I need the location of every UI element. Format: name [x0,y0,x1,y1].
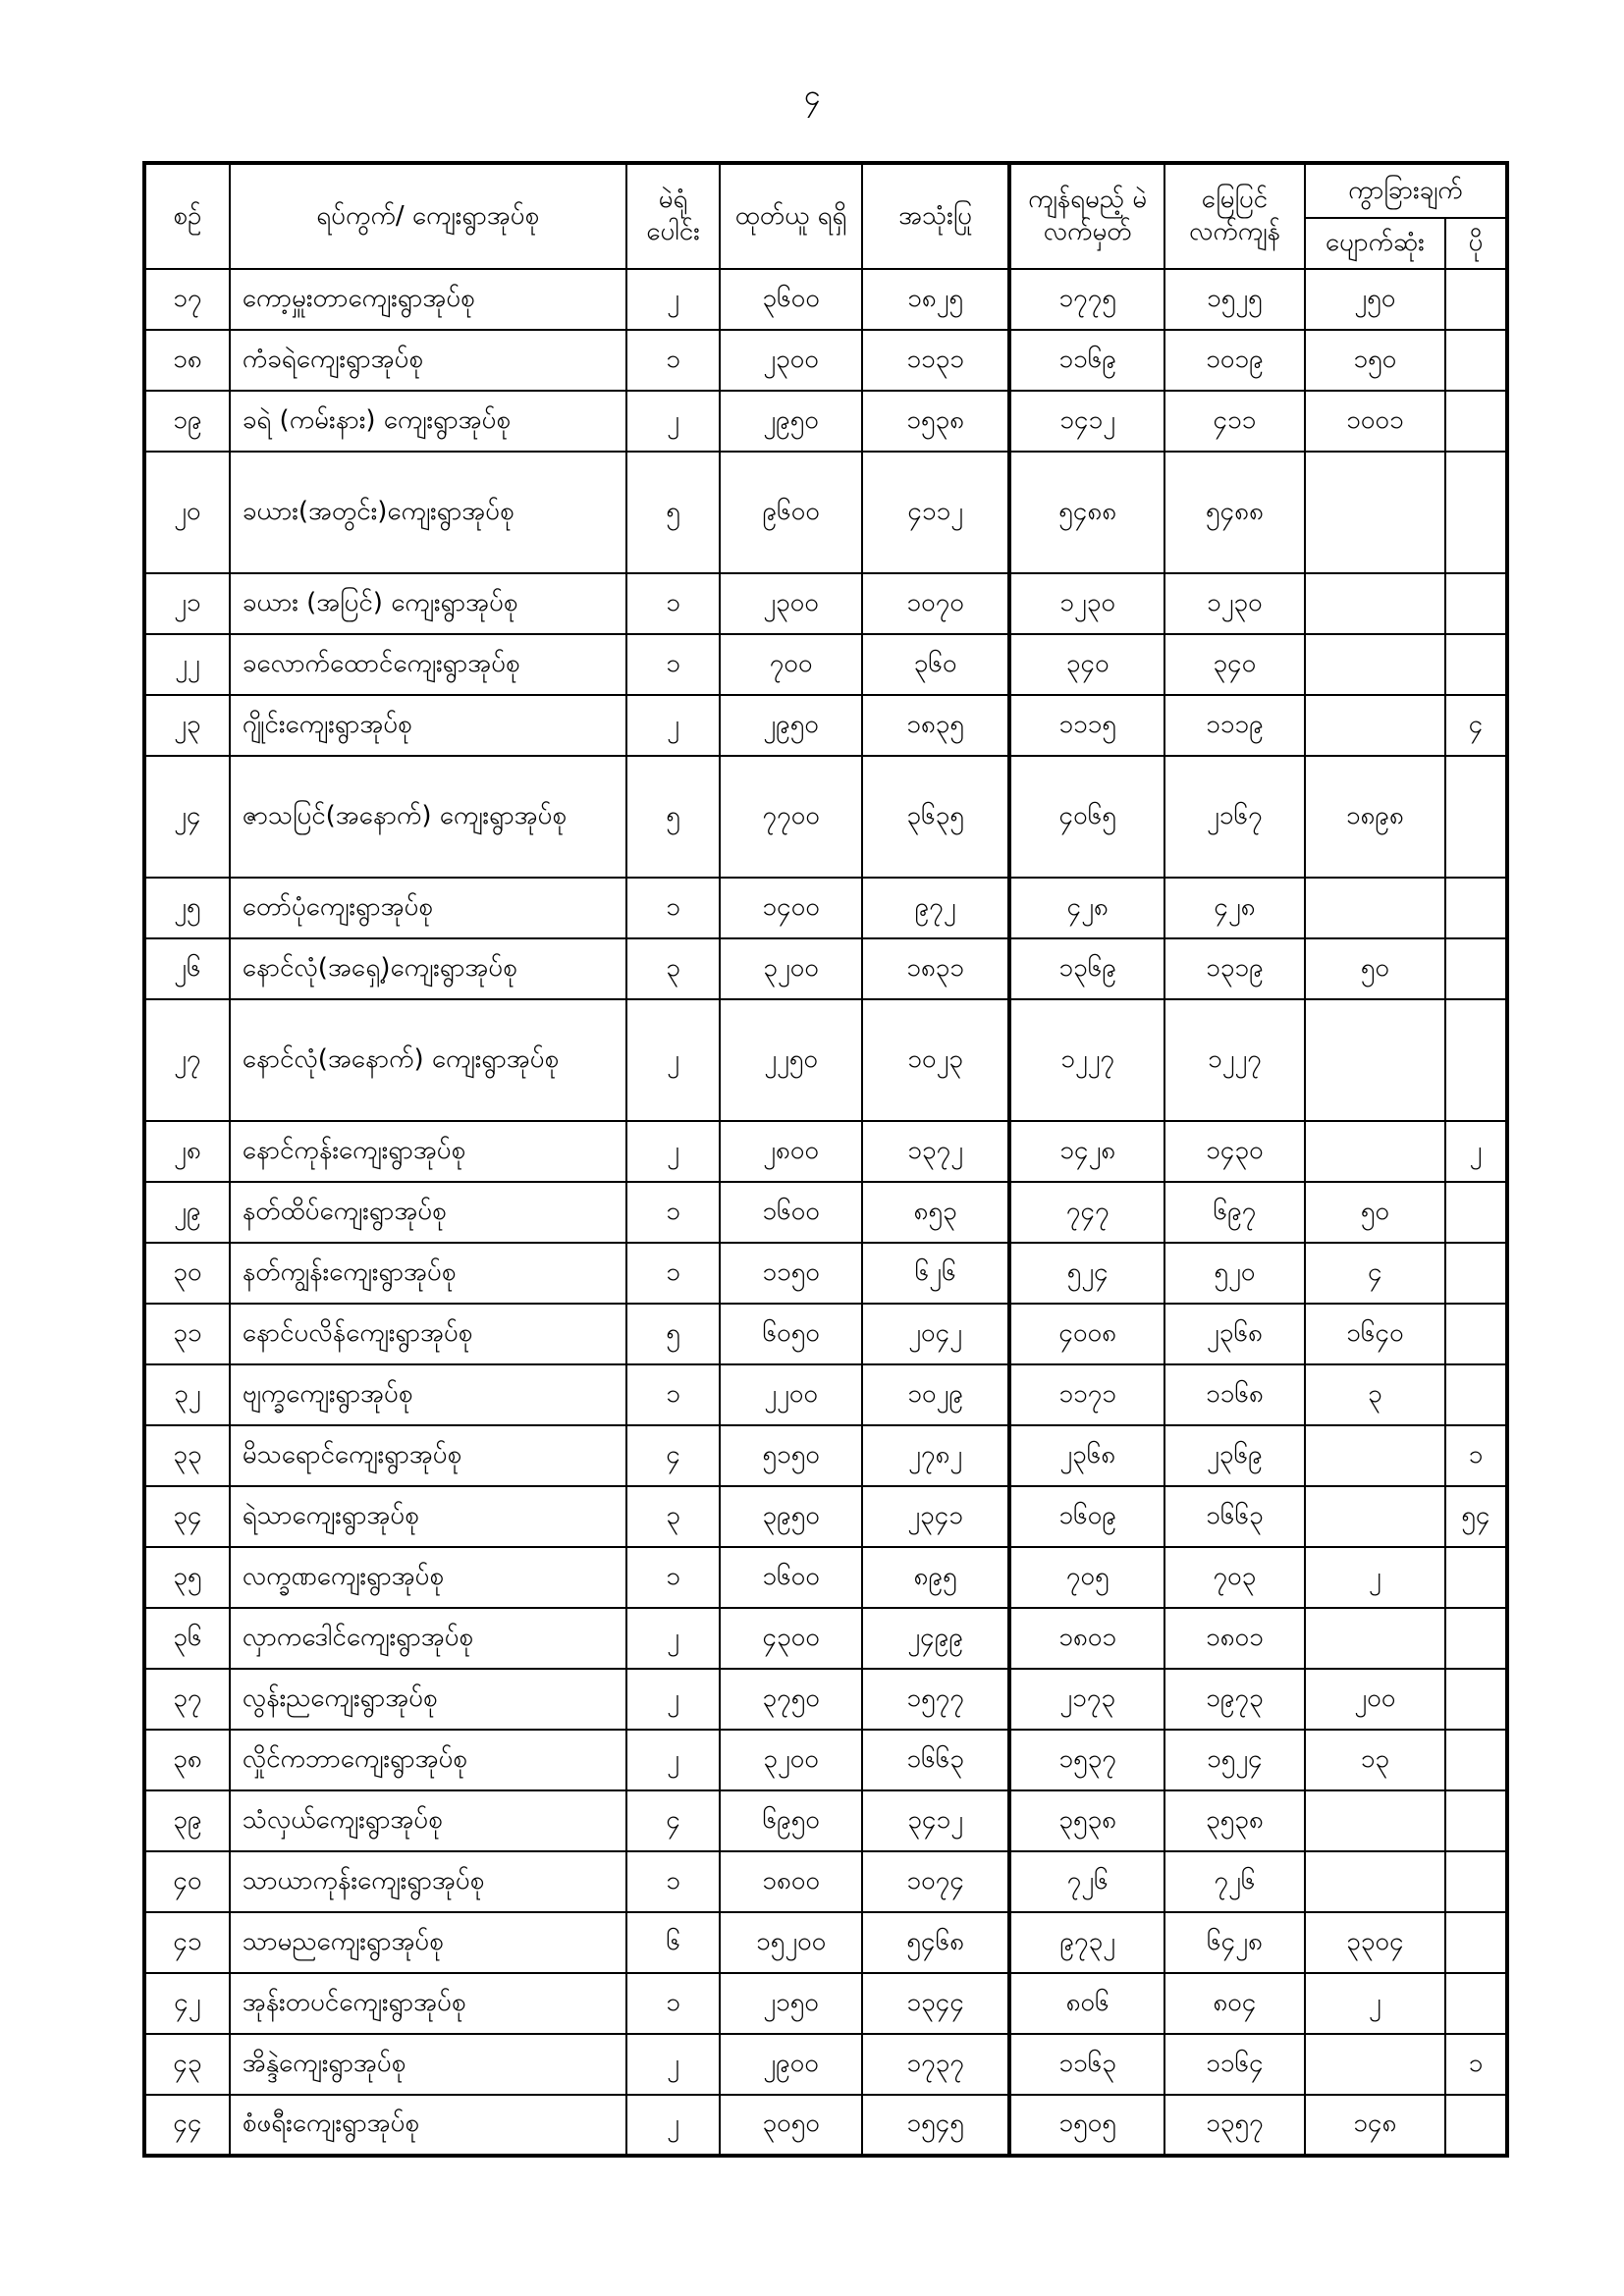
cell-row-number: ၃၈ [144,1730,230,1790]
cell-received: ၁၅၂၀၀ [720,1912,861,1973]
cell-received: ၇၇၀၀ [720,756,861,878]
table-row [144,878,1507,938]
cell-lost [1305,1608,1445,1669]
cell-extra [1445,1912,1507,1973]
cell-on-ground-remaining: ၄၂၈ [1164,878,1305,938]
cell-row-number: ၃၆ [144,1608,230,1669]
cell-lost: ၅၀ [1305,1182,1445,1243]
cell-used: ၁၅၇၇ [862,1669,1010,1730]
cell-row-number: ၃၃ [144,1425,230,1486]
cell-lost [1305,573,1445,634]
cell-used: ၅၄၆၈ [862,1912,1010,1973]
header-no: စဉ် [144,163,230,269]
cell-row-number: ၃၀ [144,1243,230,1304]
cell-polling-stations: ၂ [626,391,721,452]
cell-village-tract-name: လက္ခဏကျေးရွာအုပ်စု [230,1547,626,1608]
table-row [144,1730,1507,1790]
table-row [144,1973,1507,2034]
table-row [144,634,1507,695]
table-row [144,1425,1507,1486]
cell-row-number: ၄၄ [144,2095,230,2156]
cell-extra [1445,452,1507,573]
cell-on-ground-remaining: ၁၆၆၃ [1164,1486,1305,1547]
header-used: အသုံးပြု [862,163,1010,269]
cell-used: ၂၇၈၂ [862,1425,1010,1486]
cell-row-number: ၂၃ [144,695,230,756]
table-row [144,1364,1507,1425]
table-row [144,1486,1507,1547]
cell-polling-stations: ၂ [626,1121,721,1182]
cell-row-number: ၂၁ [144,573,230,634]
cell-lost: ၃၃၀၄ [1305,1912,1445,1973]
table-row [144,1121,1507,1182]
cell-polling-stations: ၅ [626,452,721,573]
cell-received: ၉၆၀၀ [720,452,861,573]
cell-extra [1445,1669,1507,1730]
cell-used: ၁၃၄၄ [862,1973,1010,2034]
cell-extra: ၁ [1445,1425,1507,1486]
table-row [144,1608,1507,1669]
cell-ballots-should-remain: ၁၁၆၃ [1009,2034,1164,2095]
cell-ballots-should-remain: ၁၆၀၉ [1009,1486,1164,1547]
page-number: ၄ [803,79,821,113]
cell-village-tract-name: စံဖရီးကျေးရွာအုပ်စု [230,2095,626,2156]
table-row [144,269,1507,330]
cell-lost [1305,452,1445,573]
cell-received: ၂၉၀၀ [720,2034,861,2095]
cell-received: ၇၀၀ [720,634,861,695]
cell-polling-stations: ၂ [626,2034,721,2095]
cell-received: ၃၆၀၀ [720,269,861,330]
table-row [144,938,1507,999]
cell-lost: ၁၆၄၀ [1305,1304,1445,1364]
cell-extra [1445,938,1507,999]
cell-village-tract-name: အုန်းတပင်ကျေးရွာအုပ်စု [230,1973,626,2034]
cell-lost [1305,1486,1445,1547]
cell-ballots-should-remain: ၁၄၁၂ [1009,391,1164,452]
cell-lost: ၁၃ [1305,1730,1445,1790]
header-difference-group: ကွာခြားချက် [1305,163,1507,218]
cell-on-ground-remaining: ၇၂၆ [1164,1851,1305,1912]
header-ballots-should-remain: ကျန်ရမည့် မဲလက်မှတ် [1009,163,1164,269]
table-row [144,1243,1507,1304]
table-row [144,2034,1507,2095]
cell-extra [1445,1182,1507,1243]
table-row [144,999,1507,1121]
cell-extra [1445,391,1507,452]
table-body [144,269,1507,2156]
cell-used: ၂၀၄၂ [862,1304,1010,1364]
cell-polling-stations: ၁ [626,878,721,938]
cell-polling-stations: ၅ [626,756,721,878]
cell-row-number: ၃၅ [144,1547,230,1608]
cell-polling-stations: ၅ [626,1304,721,1364]
cell-on-ground-remaining: ၁၄၃၀ [1164,1121,1305,1182]
cell-on-ground-remaining: ၂၃၆၉ [1164,1425,1305,1486]
cell-row-number: ၂၆ [144,938,230,999]
cell-received: ၂၂၀၀ [720,1364,861,1425]
cell-polling-stations: ၁ [626,330,721,391]
cell-received: ၃၂၀၀ [720,1730,861,1790]
cell-lost: ၂၀၀ [1305,1669,1445,1730]
cell-lost [1305,1790,1445,1851]
cell-received: ၂၉၅၀ [720,391,861,452]
cell-on-ground-remaining: ၁၃၅၇ [1164,2095,1305,2156]
cell-row-number: ၂၄ [144,756,230,878]
cell-row-number: ၂၀ [144,452,230,573]
cell-extra: ၅၄ [1445,1486,1507,1547]
cell-lost [1305,634,1445,695]
cell-received: ၁၆၀၀ [720,1182,861,1243]
cell-ballots-should-remain: ၃၄၀ [1009,634,1164,695]
cell-extra [1445,756,1507,878]
cell-ballots-should-remain: ၇၀၅ [1009,1547,1164,1608]
cell-ballots-should-remain: ၇၄၇ [1009,1182,1164,1243]
cell-ballots-should-remain: ၁၅၃၇ [1009,1730,1164,1790]
cell-row-number: ၄၂ [144,1973,230,2034]
cell-ballots-should-remain: ၁၄၂၈ [1009,1121,1164,1182]
cell-extra [1445,1790,1507,1851]
cell-village-tract-name: ဗျက္ခကျေးရွာအုပ်စု [230,1364,626,1425]
table-row [144,2095,1507,2156]
cell-ballots-should-remain: ၂၃၆၈ [1009,1425,1164,1486]
cell-on-ground-remaining: ၈၀၄ [1164,1973,1305,2034]
cell-row-number: ၃၁ [144,1304,230,1364]
cell-on-ground-remaining: ၁၃၁၉ [1164,938,1305,999]
cell-polling-stations: ၁ [626,1547,721,1608]
cell-on-ground-remaining: ၃၄၀ [1164,634,1305,695]
cell-received: ၆၉၅၀ [720,1790,861,1851]
cell-received: ၆၀၅၀ [720,1304,861,1364]
cell-extra [1445,1608,1507,1669]
cell-extra [1445,269,1507,330]
cell-used: ၃၆၃၅ [862,756,1010,878]
cell-extra [1445,330,1507,391]
cell-village-tract-name: ခယား (အပြင်) ကျေးရွာအုပ်စု [230,573,626,634]
cell-used: ၁၈၂၅ [862,269,1010,330]
cell-used: ၈၅၃ [862,1182,1010,1243]
cell-extra: ၂ [1445,1121,1507,1182]
table-row [144,1912,1507,1973]
cell-polling-stations: ၂ [626,695,721,756]
header-received: ထုတ်ယူ ရရှိ [720,163,861,269]
cell-extra [1445,1851,1507,1912]
cell-on-ground-remaining: ၁၉၇၃ [1164,1669,1305,1730]
cell-polling-stations: ၁ [626,1243,721,1304]
cell-row-number: ၂၂ [144,634,230,695]
cell-received: ၄၃၀၀ [720,1608,861,1669]
cell-ballots-should-remain: ၁၁၆၉ [1009,330,1164,391]
cell-village-tract-name: ဇာသပြင်(အနောက်) ကျေးရွာအုပ်စု [230,756,626,878]
cell-extra [1445,999,1507,1121]
table-row [144,1182,1507,1243]
cell-polling-stations: ၃ [626,938,721,999]
cell-lost [1305,878,1445,938]
ballot-accounting-table [142,161,1509,2158]
cell-received: ၂၃၀၀ [720,330,861,391]
cell-on-ground-remaining: ၁၁၁၉ [1164,695,1305,756]
cell-lost: ၁၀၀၁ [1305,391,1445,452]
cell-village-tract-name: ကံခရဲကျေးရွာအုပ်စု [230,330,626,391]
cell-received: ၂၉၅၀ [720,695,861,756]
cell-village-tract-name: ကော့မှူးတာကျေးရွာအုပ်စု [230,269,626,330]
cell-extra [1445,634,1507,695]
cell-village-tract-name: သာယာကုန်းကျေးရွာအုပ်စု [230,1851,626,1912]
cell-village-tract-name: နတ်ထိပ်ကျေးရွာအုပ်စု [230,1182,626,1243]
cell-polling-stations: ၁ [626,634,721,695]
cell-row-number: ၃၇ [144,1669,230,1730]
cell-village-tract-name: ခရဲ (ကမ်းနား) ကျေးရွာအုပ်စု [230,391,626,452]
cell-village-tract-name: လွန်းညကျေးရွာအုပ်စု [230,1669,626,1730]
cell-received: ၁၆၀၀ [720,1547,861,1608]
cell-used: ၉၇၂ [862,878,1010,938]
cell-village-tract-name: ဂျိုင်းကျေးရွာအုပ်စု [230,695,626,756]
header-lost: ပျောက်ဆုံး [1305,218,1445,269]
cell-extra [1445,1547,1507,1608]
cell-lost: ၃ [1305,1364,1445,1425]
cell-ballots-should-remain: ၈၀၆ [1009,1973,1164,2034]
cell-extra: ၁ [1445,2034,1507,2095]
cell-ballots-should-remain: ၁၇၇၅ [1009,269,1164,330]
cell-village-tract-name: ရဲသာကျေးရွာအုပ်စု [230,1486,626,1547]
cell-used: ၂၃၄၁ [862,1486,1010,1547]
cell-ballots-should-remain: ၁၁၁၅ [1009,695,1164,756]
cell-polling-stations: ၁ [626,1851,721,1912]
header-on-ground-remaining: မြေပြင် လက်ကျန် [1164,163,1305,269]
cell-lost [1305,695,1445,756]
table-row [144,573,1507,634]
cell-village-tract-name: သံလှယ်ကျေးရွာအုပ်စု [230,1790,626,1851]
cell-ballots-should-remain: ၄၀၀၈ [1009,1304,1164,1364]
table-row [144,1851,1507,1912]
cell-on-ground-remaining: ၁၁၆၄ [1164,2034,1305,2095]
cell-lost: ၂ [1305,1973,1445,2034]
cell-extra [1445,1243,1507,1304]
table-row [144,330,1507,391]
cell-ballots-should-remain: ၁၈၀၁ [1009,1608,1164,1669]
cell-village-tract-name: နောင်လုံ(အနောက်) ကျေးရွာအုပ်စု [230,999,626,1121]
cell-received: ၃၉၅၀ [720,1486,861,1547]
cell-polling-stations: ၁ [626,573,721,634]
cell-lost: ၂၅၀ [1305,269,1445,330]
cell-on-ground-remaining: ၆၄၂၈ [1164,1912,1305,1973]
cell-extra [1445,1973,1507,2034]
cell-received: ၂၂၅၀ [720,999,861,1121]
header-extra: ပို [1445,218,1507,269]
cell-used: ၆၂၆ [862,1243,1010,1304]
cell-extra [1445,573,1507,634]
cell-used: ၁၈၃၅ [862,695,1010,756]
cell-village-tract-name: တော်ပုံကျေးရွာအုပ်စု [230,878,626,938]
cell-polling-stations: ၄ [626,1425,721,1486]
cell-row-number: ၁၇ [144,269,230,330]
cell-used: ၃၆၀ [862,634,1010,695]
cell-ballots-should-remain: ၁၁၇၁ [1009,1364,1164,1425]
cell-polling-stations: ၁ [626,1182,721,1243]
cell-ballots-should-remain: ၃၅၃၈ [1009,1790,1164,1851]
table-row [144,756,1507,878]
cell-row-number: ၂၉ [144,1182,230,1243]
table-row [144,1547,1507,1608]
cell-village-tract-name: နတ်ကျွန်းကျေးရွာအုပ်စု [230,1243,626,1304]
cell-received: ၂၃၀၀ [720,573,861,634]
cell-extra [1445,2095,1507,2156]
cell-ballots-should-remain: ၄၂၈ [1009,878,1164,938]
cell-received: ၅၁၅၀ [720,1425,861,1486]
cell-lost [1305,1425,1445,1486]
cell-on-ground-remaining: ၁၀၁၉ [1164,330,1305,391]
cell-ballots-should-remain: ၅၂၄ [1009,1243,1164,1304]
cell-lost: ၁၅၀ [1305,330,1445,391]
cell-polling-stations: ၃ [626,1486,721,1547]
cell-used: ၄၁၁၂ [862,452,1010,573]
cell-village-tract-name: နောင်ကုန်းကျေးရွာအုပ်စု [230,1121,626,1182]
cell-on-ground-remaining: ၁၂၂၇ [1164,999,1305,1121]
cell-extra [1445,878,1507,938]
cell-on-ground-remaining: ၅၄၈၈ [1164,452,1305,573]
table-row [144,1790,1507,1851]
cell-row-number: ၄၃ [144,2034,230,2095]
cell-used: ၈၉၅ [862,1547,1010,1608]
cell-used: ၃၄၁၂ [862,1790,1010,1851]
cell-ballots-should-remain: ၁၂၂၇ [1009,999,1164,1121]
table-row [144,695,1507,756]
cell-polling-stations: ၂ [626,1669,721,1730]
cell-polling-stations: ၂ [626,2095,721,2156]
cell-row-number: ၄၀ [144,1851,230,1912]
cell-row-number: ၄၁ [144,1912,230,1973]
cell-lost: ၁၄၈ [1305,2095,1445,2156]
cell-village-tract-name: သာမညကျေးရွာအုပ်စု [230,1912,626,1973]
cell-polling-stations: ၄ [626,1790,721,1851]
cell-received: ၁၄၀၀ [720,878,861,938]
cell-used: ၁၀၂၉ [862,1364,1010,1425]
cell-lost [1305,1851,1445,1912]
cell-on-ground-remaining: ၇၀၃ [1164,1547,1305,1608]
cell-village-tract-name: ခလောက်ထောင်ကျေးရွာအုပ်စု [230,634,626,695]
cell-row-number: ၂၇ [144,999,230,1121]
cell-polling-stations: ၂ [626,999,721,1121]
cell-ballots-should-remain: ၂၁၇၃ [1009,1669,1164,1730]
cell-polling-stations: ၂ [626,1730,721,1790]
header-polling-stations: မဲရုံ ပေါင်း [626,163,721,269]
cell-row-number: ၂၅ [144,878,230,938]
cell-ballots-should-remain: ၉၇၃၂ [1009,1912,1164,1973]
cell-on-ground-remaining: ၁၈၀၁ [1164,1608,1305,1669]
table-row [144,1669,1507,1730]
cell-on-ground-remaining: ၃၅၃၈ [1164,1790,1305,1851]
header-ward-village-tract: ရပ်ကွက်/ ကျေးရွာအုပ်စု [230,163,626,269]
cell-on-ground-remaining: ၁၁၆၈ [1164,1364,1305,1425]
cell-on-ground-remaining: ၅၂၀ [1164,1243,1305,1304]
cell-used: ၁၇၃၇ [862,2034,1010,2095]
cell-used: ၁၅၄၅ [862,2095,1010,2156]
cell-used: ၁၁၃၁ [862,330,1010,391]
cell-lost: ၂ [1305,1547,1445,1608]
cell-ballots-should-remain: ၄၀၆၅ [1009,756,1164,878]
cell-village-tract-name: နောင်လုံ(အရှေ့)ကျေးရွာအုပ်စု [230,938,626,999]
cell-village-tract-name: မိသရောင်ကျေးရွာအုပ်စု [230,1425,626,1486]
cell-village-tract-name: ခယား(အတွင်း)ကျေးရွာအုပ်စု [230,452,626,573]
cell-row-number: ၂၈ [144,1121,230,1182]
cell-row-number: ၃၄ [144,1486,230,1547]
cell-polling-stations: ၁ [626,1973,721,2034]
cell-extra [1445,1730,1507,1790]
cell-received: ၂၁၅၀ [720,1973,861,2034]
cell-village-tract-name: လှိုင်ကဘာကျေးရွာအုပ်စု [230,1730,626,1790]
cell-extra: ၄ [1445,695,1507,756]
cell-row-number: ၃၉ [144,1790,230,1851]
cell-on-ground-remaining: ၂၃၆၈ [1164,1304,1305,1364]
cell-received: ၂၈၀၀ [720,1121,861,1182]
table-row [144,452,1507,573]
cell-row-number: ၁၈ [144,330,230,391]
cell-used: ၁၃၇၂ [862,1121,1010,1182]
cell-used: ၁၀၇၀ [862,573,1010,634]
cell-village-tract-name: နောင်ပလိန်ကျေးရွာအုပ်စု [230,1304,626,1364]
cell-used: ၁၀၂၃ [862,999,1010,1121]
cell-on-ground-remaining: ၁၅၂၅ [1164,269,1305,330]
cell-received: ၃၇၅၀ [720,1669,861,1730]
cell-ballots-should-remain: ၁၃၆၉ [1009,938,1164,999]
cell-lost [1305,2034,1445,2095]
cell-lost: ၄ [1305,1243,1445,1304]
cell-ballots-should-remain: ၁၅၀၅ [1009,2095,1164,2156]
cell-polling-stations: ၂ [626,269,721,330]
cell-village-tract-name: လှာကဒေါင်ကျေးရွာအုပ်စု [230,1608,626,1669]
cell-extra [1445,1304,1507,1364]
cell-lost: ၁၈၉၈ [1305,756,1445,878]
cell-row-number: ၃၂ [144,1364,230,1425]
cell-extra [1445,1364,1507,1425]
cell-ballots-should-remain: ၇၂၆ [1009,1851,1164,1912]
cell-polling-stations: ၂ [626,1608,721,1669]
cell-on-ground-remaining: ၆၉၇ [1164,1182,1305,1243]
cell-on-ground-remaining: ၁၂၃၀ [1164,573,1305,634]
cell-row-number: ၁၉ [144,391,230,452]
cell-polling-stations: ၆ [626,1912,721,1973]
cell-ballots-should-remain: ၅၄၈၈ [1009,452,1164,573]
cell-used: ၁၀၇၄ [862,1851,1010,1912]
cell-on-ground-remaining: ၄၁၁ [1164,391,1305,452]
cell-on-ground-remaining: ၂၁၆၇ [1164,756,1305,878]
cell-lost [1305,1121,1445,1182]
cell-used: ၂၄၉၉ [862,1608,1010,1669]
cell-lost [1305,999,1445,1121]
cell-received: ၁၁၅၀ [720,1243,861,1304]
cell-lost: ၅၀ [1305,938,1445,999]
cell-received: ၃၂၀၀ [720,938,861,999]
cell-used: ၁၈၃၁ [862,938,1010,999]
cell-used: ၁၅၃၈ [862,391,1010,452]
cell-used: ၁၆၆၃ [862,1730,1010,1790]
header-row-main [144,163,1507,218]
cell-village-tract-name: အိန္ဒဲကျေးရွာအုပ်စု [230,2034,626,2095]
cell-polling-stations: ၁ [626,1364,721,1425]
cell-on-ground-remaining: ၁၅၂၄ [1164,1730,1305,1790]
cell-ballots-should-remain: ၁၂၃၀ [1009,573,1164,634]
table-row [144,391,1507,452]
cell-received: ၃၀၅၀ [720,2095,861,2156]
cell-received: ၁၈၀၀ [720,1851,861,1912]
table-row [144,1304,1507,1364]
